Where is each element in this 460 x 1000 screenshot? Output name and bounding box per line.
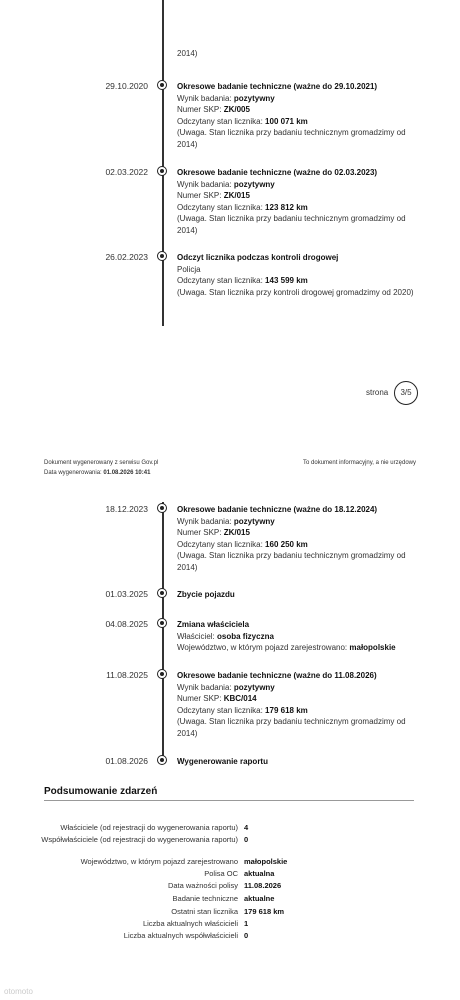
event-body bbox=[177, 670, 427, 739]
summary-value: aktualne bbox=[244, 894, 275, 903]
summary-value: małopolskie bbox=[244, 857, 288, 866]
summary-key: Data ważności polisy bbox=[167, 881, 238, 890]
event-detail: Województwo, w którym pojazd zarejestrowano: małopolskie bbox=[177, 643, 396, 652]
event-date: 11.08.2025 bbox=[106, 670, 148, 680]
generated-by-text: Dokument wygenerowany z serwisu Gov.pl bbox=[44, 460, 159, 466]
event-date: 02.03.2022 bbox=[105, 167, 148, 177]
event-detail: (Uwaga. Stan licznika przy badaniu technicznym gromadzimy od 2014) bbox=[177, 717, 406, 738]
event-body bbox=[177, 504, 427, 573]
page-number-circle: 3/5 bbox=[394, 381, 418, 405]
event-title: Okresowe badanie techniczne (ważne do 18.12.2024) bbox=[177, 505, 378, 514]
event-detail: Odczytany stan licznika: 143 599 km bbox=[177, 276, 308, 285]
event-detail: Odczytany stan licznika: 179 618 km bbox=[177, 705, 308, 715]
timeline-fragment-text: 2014) bbox=[177, 49, 198, 58]
event-detail: Numer SKP: ZK/015 bbox=[177, 191, 250, 200]
summary-value: 1 bbox=[244, 919, 249, 928]
event-detail: Odczytany stan licznika: 123 812 km bbox=[177, 202, 308, 212]
timeline-dot-icon bbox=[157, 755, 167, 765]
event-detail: Odczytany stan licznika: 100 071 km bbox=[177, 116, 308, 126]
event-detail: (Uwaga. Stan licznika przy kontroli drogowej gromadzimy od 2020) bbox=[177, 287, 414, 297]
timeline-dot-icon bbox=[157, 588, 167, 598]
event-body bbox=[177, 252, 427, 298]
event-detail: Właściciel: osoba fizyczna bbox=[177, 631, 274, 641]
event-title: Zmiana właściciela bbox=[177, 620, 250, 629]
summary-value: 11.08.2026 bbox=[244, 881, 282, 890]
page-indicator-label: strona bbox=[366, 388, 389, 397]
summary-value: 0 bbox=[244, 835, 249, 844]
event-body bbox=[177, 756, 427, 768]
event-title: Zbycie pojazdu bbox=[177, 590, 235, 599]
event-detail: Numer SKP: ZK/015 bbox=[177, 528, 250, 537]
timeline-dot-icon bbox=[157, 166, 167, 176]
event-body bbox=[177, 589, 427, 601]
document-disclaimer: To dokument informacyjny, a nie urzędowy bbox=[303, 460, 416, 466]
summary-key: Liczba aktualnych współwłaścicieli bbox=[123, 931, 238, 940]
event-detail: Wynik badania: pozytywny bbox=[177, 516, 275, 526]
event-date: 29.10.2020 bbox=[105, 81, 148, 91]
event-date: 04.08.2025 bbox=[105, 619, 148, 629]
event-detail: (Uwaga. Stan licznika przy badaniu technicznym gromadzimy od 2014) bbox=[177, 214, 406, 235]
event-date: 18.12.2023 bbox=[105, 504, 148, 514]
event-body bbox=[177, 81, 427, 150]
summary-value: 4 bbox=[244, 823, 249, 832]
summary-key: Ostatni stan licznika bbox=[171, 907, 238, 916]
generated-date-line: Data wygenerowania: 01.08.2026 10:41 bbox=[44, 470, 151, 476]
event-detail: Wynik badania: pozytywny bbox=[177, 179, 275, 189]
event-date: 01.03.2025 bbox=[105, 589, 148, 599]
event-detail: (Uwaga. Stan licznika przy badaniu technicznym gromadzimy od 2014) bbox=[177, 128, 406, 149]
summary-key: Polisa OC bbox=[204, 869, 238, 878]
summary-key: Województwo, w którym pojazd zarejestrowano bbox=[80, 857, 238, 866]
summary-key: Współwłaściciele (od rejestracji do wygenerowania raportu) bbox=[41, 835, 238, 844]
event-title: Okresowe badanie techniczne (ważne do 29.10.2021) bbox=[177, 82, 378, 91]
timeline-dot-icon bbox=[157, 503, 167, 513]
event-detail: Wynik badania: pozytywny bbox=[177, 682, 275, 692]
timeline-dot-icon bbox=[157, 618, 167, 628]
generated-date: 01.08.2026 10:41 bbox=[103, 470, 151, 476]
event-detail: Numer SKP: KBC/014 bbox=[177, 694, 257, 703]
watermark-logo: otomoto bbox=[4, 987, 33, 996]
event-title: Okresowe badanie techniczne (ważne do 02.03.2023) bbox=[177, 168, 378, 177]
event-detail: Policja bbox=[177, 264, 201, 274]
summary-title: Podsumowanie zdarzeń bbox=[44, 786, 158, 797]
event-title: Odczyt licznika podczas kontroli drogowej bbox=[177, 253, 339, 262]
summary-value: 179 618 km bbox=[244, 907, 285, 916]
timeline-dot-icon bbox=[157, 669, 167, 679]
event-detail: Odczytany stan licznika: 160 250 km bbox=[177, 539, 308, 549]
event-date: 01.08.2026 bbox=[105, 756, 148, 766]
event-detail: (Uwaga. Stan licznika przy badaniu technicznym gromadzimy od 2014) bbox=[177, 551, 406, 572]
timeline-dot-icon bbox=[157, 251, 167, 261]
timeline-line-page2 bbox=[162, 502, 164, 764]
event-title: Wygenerowanie raportu bbox=[177, 757, 268, 766]
summary-value: 0 bbox=[244, 931, 249, 940]
event-title: Okresowe badanie techniczne (ważne do 11.08.2026) bbox=[177, 671, 377, 680]
summary-key: Liczba aktualnych właścicieli bbox=[142, 919, 238, 928]
event-date: 26.02.2023 bbox=[105, 252, 148, 262]
event-detail: Numer SKP: ZK/005 bbox=[177, 105, 250, 114]
summary-key: Właściciele (od rejestracji do wygenerowania raportu) bbox=[60, 823, 238, 832]
event-body bbox=[177, 167, 427, 236]
summary-key: Badanie techniczne bbox=[172, 894, 238, 903]
timeline-line-page1 bbox=[162, 0, 164, 326]
event-body bbox=[177, 619, 427, 654]
summary-divider bbox=[44, 800, 414, 801]
timeline-dot-icon bbox=[157, 80, 167, 90]
summary-value: aktualna bbox=[244, 869, 275, 878]
event-detail: Wynik badania: pozytywny bbox=[177, 93, 275, 103]
